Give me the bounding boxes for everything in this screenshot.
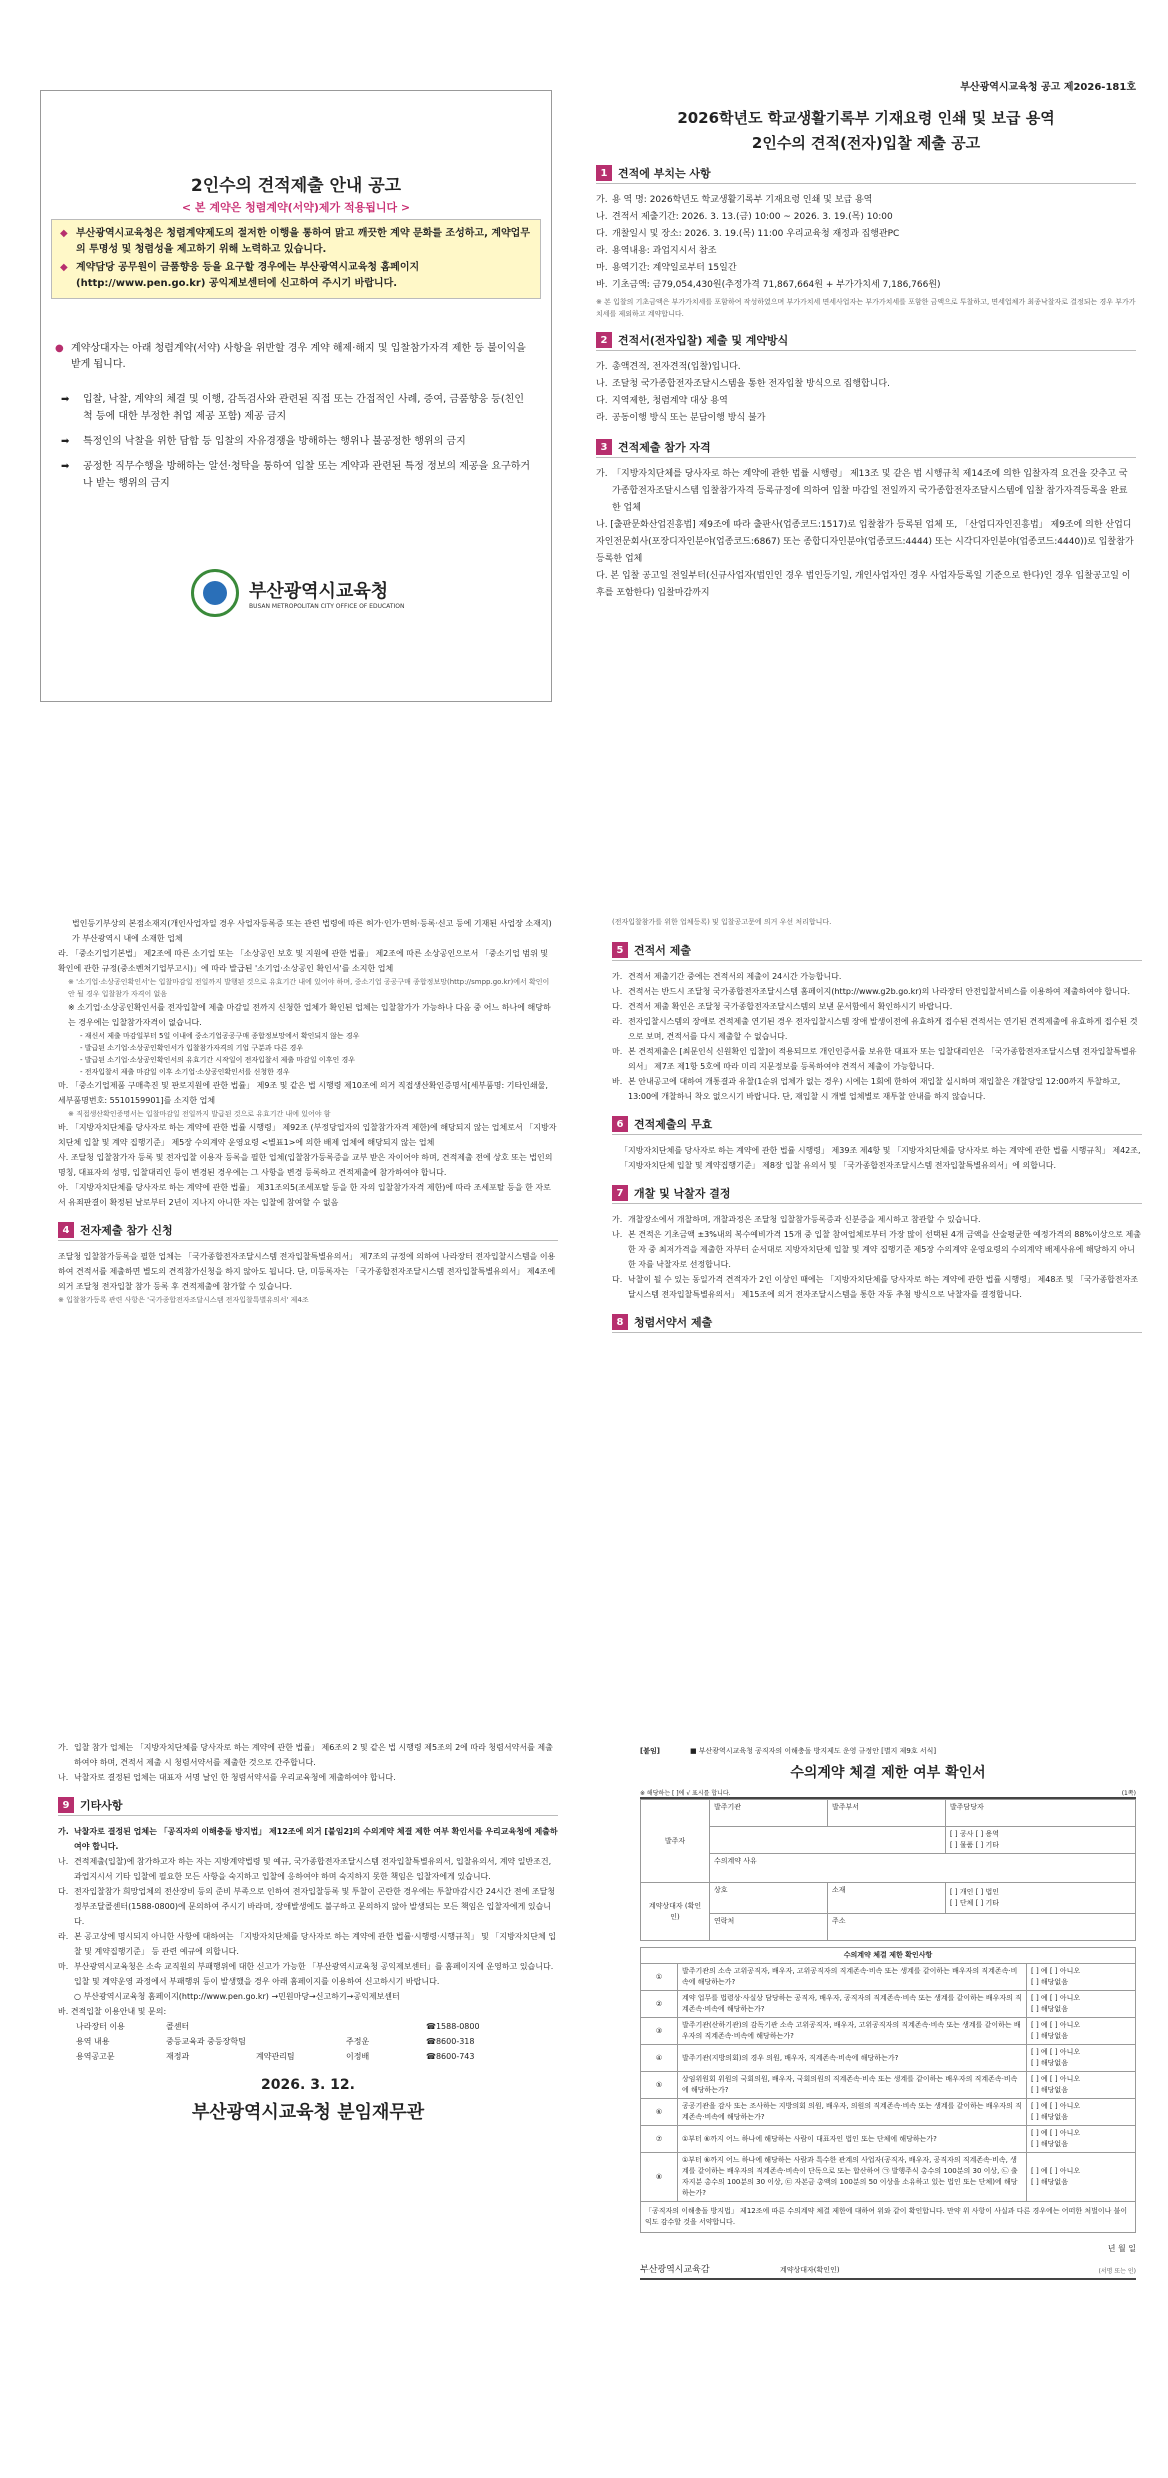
page-2 xyxy=(0,826,1168,1652)
orderer-label: 발주자 xyxy=(641,1800,710,1883)
item-key: 라. xyxy=(596,413,608,423)
confirmation-form xyxy=(640,1746,1136,2466)
section-7-list xyxy=(612,1212,1142,1302)
check-question: 계약 업무를 법령상·사실상 담당하는 공직자, 배우자, 공직자의 직계존속·비속 또는 생계를 같이하는 배우자의 직계존속·비속에 해당하는가? xyxy=(678,1991,1027,2018)
yes-no-checkbox: [ ] 예 [ ] 아니오 xyxy=(1031,2102,1081,2110)
item-text: 견적서 제출 확인은 조달청 국가종합전자조달시스템의 보낸 문서함에서 확인하시기 바랍니다. xyxy=(628,1002,953,1011)
check-number: ⑤ xyxy=(641,2072,678,2099)
na-checkbox: [ ] 해당없음 xyxy=(1031,1978,1068,1986)
notice-bullet-text: 부산광역시교육청은 청렴계약제도의 절저한 이행을 통하여 맑고 깨끗한 계약 문화를 조성하고, 계약업무의 투명성 및 청렴성을 제고하기 위해 노력하고 있습니다. xyxy=(76,228,530,255)
yes-no-checkbox: [ ] 예 [ ] 아니오 xyxy=(1031,2048,1081,2056)
item-key: 가. xyxy=(612,1215,623,1224)
emblem-icon xyxy=(191,569,239,617)
check-row xyxy=(641,1991,1136,2018)
item-key: 마. xyxy=(612,1047,623,1056)
section-number: 6 xyxy=(612,1116,628,1132)
item-key: 라. xyxy=(612,1017,623,1026)
notice-bullet xyxy=(60,260,532,292)
paragraph: 사. 조달청 입찰참가자 등록 및 전자입찰 이용자 등록을 필한 업체(입찰참가등록증을 교부 받은 자이어야 하며, 견적제출 전에 상호 또는 법인의 명칭, 대표자의 성명, 입찰대리인 등이 변경된 경우에는 그 사항을 변경 등록하고 견적제출에 참가하여야 합니다. xyxy=(58,1153,553,1177)
item-key: 가. xyxy=(596,469,608,479)
diamond-icon: ◆ xyxy=(60,228,68,239)
section-title: 기타사항 xyxy=(80,1798,123,1812)
item-key: 다. xyxy=(596,229,608,239)
yes-no-checkbox: [ ] 예 [ ] 아니오 xyxy=(1031,1967,1081,1975)
check-number: ① xyxy=(641,1964,678,1991)
item-key: 바. xyxy=(596,280,608,290)
section-header xyxy=(58,1220,558,1241)
item-text: 지역제한, 청렴계약 대상 용역 xyxy=(612,396,728,406)
contact-cell: 이정배 xyxy=(346,2052,370,2061)
list-item xyxy=(612,984,1142,999)
section-title: 개찰 및 낙찰자 결정 xyxy=(634,1186,731,1200)
item-text: 조달청 국가종합전자조달시스템을 통한 전자입찰 방식으로 집행합니다. xyxy=(612,379,890,389)
item-text: 낙찰자로 결정된 업체는 대표자 서명 날인 한 청렴서약서를 우리교육청에 제출하여야 합니다. xyxy=(74,1773,396,1782)
form-tag: [붙임] xyxy=(640,1747,660,1755)
check-number: ③ xyxy=(641,2018,678,2045)
item-key: 마. xyxy=(58,1962,69,1971)
contact-cell: 재정과 xyxy=(166,2052,190,2061)
check-answer[interactable] xyxy=(1027,2153,1136,2202)
paragraph: 마. 「중소기업제품 구매촉진 및 판로지원에 관한 법률」 제9조 및 같은 법 시행령 제10조에 의거 직접생산확인증명서[세부품명: 기타인쇄물, 세부품명번호: 5510159901]를 소지한 업체 xyxy=(58,1081,548,1105)
item-key: 다. xyxy=(596,396,608,406)
item-text: 기초금액: 금79,054,430원(추정가격 71,867,664원 + 부가가치세 7,186,766원) xyxy=(612,280,941,290)
yes-no-checkbox: [ ] 예 [ ] 아니오 xyxy=(1031,2021,1081,2029)
section-number: 2 xyxy=(596,332,612,348)
check-question: 발주기관(산하기관)의 감독기관 소속 고위공직자, 배우자, 고위공직자의 직계존속·비속 또는 생계를 같이하는 배우자의 직계존속·비속에 해당하는가? xyxy=(678,2018,1027,2045)
orderer-type-checkbox[interactable] xyxy=(945,1827,1135,1854)
contractor-name-field[interactable]: 상호 xyxy=(710,1883,828,1914)
checkbox-label: [ ] 공사 [ ] 용역 xyxy=(949,1830,1000,1838)
list-item: 나. [출판문화산업진흥법] 제9조에 따라 출판사(업종코드:1517)로 입찰참가 등록된 업체 또, 「산업디자인진흥법」 제9조에 의한 산업디자인전문회사(포장디자인분야(업종코드:6867) 또는 종합디자인분야(업종코드:4444) 또는 시각디자인분야(업종코드:4440))로 입찰참가 등록한 업체 xyxy=(596,520,1134,564)
notice-intro xyxy=(55,341,535,373)
paragraph-dash: - 발급된 소기업·소상공인확인서가 입찰참가자격의 기업 구분과 다른 경우 xyxy=(80,1044,304,1052)
item-key: 라. xyxy=(58,1932,69,1941)
page-1-right-column xyxy=(596,78,1136,818)
list-item: 다. 본 입찰 공고일 전일부터(신규사업자(법인인 경우 법인등기일, 개인사업자인 경우 사업자등록일 기준으로 한다)인 경우 입찰공고일 이후를 포함한다) 입찰마감까지 xyxy=(596,571,1131,598)
paragraph-note: (전자입찰참가를 위한 업체등록) 및 입찰공고문에 의거 우선 처리합니다. xyxy=(612,918,832,926)
section-number: 4 xyxy=(58,1222,74,1238)
item-text: 본 안내공고에 대하여 개통결과 유찰(1순위 업체가 없는 경우) 시에는 1회에 한하여 재입찰 실시하며 재입찰은 개찰당일 12:00까지 투찰하고, 13:00에 개찰하니 착오 없으시기 바랍니다. 단, 재입찰 시 개별 업체별로 재투찰 안내를 하지 않습니다. xyxy=(628,1077,1121,1101)
form-instruction: ※ 해당하는 [ ]에 √ 표시를 합니다. xyxy=(640,1790,731,1797)
list-item xyxy=(612,1212,1142,1227)
orderer-org-field[interactable]: 발주기관 xyxy=(710,1800,828,1827)
contractor-location-field[interactable]: 소재 xyxy=(827,1883,945,1914)
section-header xyxy=(596,437,1136,458)
check-row xyxy=(641,2099,1136,2126)
item-text: 낙찰자로 결정된 업체는 「공직자의 이해충돌 방지법」 제12조에 의거 [붙임2]의 수의계약 체결 제한 여부 확인서를 우리교육청에 제출하여야 합니다. xyxy=(74,1827,558,1851)
notice-date: 2026. 3. 12. xyxy=(261,2077,355,2093)
page-3-left-column xyxy=(58,1740,558,2470)
item-key: 나. xyxy=(596,212,608,222)
contact-list xyxy=(58,2019,558,2064)
item-key: 나. xyxy=(58,1773,69,1782)
contact-phone: ☎8600-743 xyxy=(426,2052,475,2061)
item-text: 견적제출(입찰)에 참가하고자 하는 자는 지방계약법령 및 예규, 국가종합전자조달시스템 전자입찰특별유의서, 입찰유의서, 계약 일반조건, 과업지시서 기타 입찰에 필요한 모든 사항을 숙지하고 입찰에 응하여야 하며 숙지하지 못한 책임은 입찰자에게 있습니다. xyxy=(74,1857,552,1881)
item-text: 전자입찰시스템의 장애로 견적제출 연기된 경우 전자입찰시스템 장애 발생이전에 유효하게 접수된 견적서는 연기된 견적제출에 유효하게 접수된 것으로 보며, 견적서를 다시 제출할 수 없습니다. xyxy=(628,1017,1138,1041)
check-answer[interactable] xyxy=(1027,1964,1136,1991)
form-title: 수의계약 체결 제한 여부 확인서 xyxy=(790,1765,986,1781)
list-item xyxy=(612,969,1142,984)
contact-cell: 콜센터 xyxy=(166,2022,190,2031)
checkbox-label: [ ] 개인 [ ] 법인 xyxy=(949,1888,1000,1896)
list-item xyxy=(596,359,1136,376)
notice-subtitle: < 본 계약은 청렴계약(서약)제가 적용됩니다 > xyxy=(181,201,411,214)
section-header xyxy=(596,163,1136,184)
arrow-icon: ➡ xyxy=(61,461,70,472)
section-title: 견적서 제출 xyxy=(634,943,691,957)
signature-contractor: 계약상대자(확인인) xyxy=(780,2266,840,2274)
section-number: 8 xyxy=(612,1314,628,1330)
item-key: 다. xyxy=(612,1002,623,1011)
issuing-office: 부산광역시교육청 분임재무관 xyxy=(191,2102,425,2123)
item-text: 용 역 명: 2026학년도 학교생활기록부 기재요령 인쇄 및 보급 용역 xyxy=(612,195,873,205)
section-note: ※ 본 입찰의 기초금액은 부가가치세를 포함하여 작성하였으며 부가가치세 면세사업자는 부가가치세를 포함한 금액으로 투찰하고, 면세업체가 최종낙찰자로 결정되는 경우 부가가치세를 제외하고 계약합니다. xyxy=(596,298,1136,318)
contact-heading: 바. 견적입찰 이용안내 및 문의: xyxy=(58,2007,167,2016)
section-number: 9 xyxy=(58,1797,74,1813)
section-2-list xyxy=(596,359,1136,427)
contact-cell: 용역 내용 xyxy=(76,2037,110,2046)
item-text: 견적서 제출기간: 2026. 3. 13.(금) 10:00 ~ 2026. 3. 19.(목) 10:00 xyxy=(612,212,893,222)
item-key: 라. xyxy=(596,246,608,256)
list-item xyxy=(612,1272,1142,1302)
yes-no-checkbox: [ ] 예 [ ] 아니오 xyxy=(1031,2075,1081,2083)
page-1 xyxy=(0,0,1168,826)
section-header xyxy=(612,1312,1142,1333)
logo-text-kr: 부산광역시교육청 xyxy=(249,580,389,602)
section-header xyxy=(612,1183,1142,1204)
paragraph-note: ※ '소기업·소상공인확인서'는 입찰마감일 전일까지 발행된 것으로 유효기간 내에 있어야 하며, 중소기업 공공구매 종합정보망(http://smpp.go.kr)에서 확인이 안 될 경우 입찰참가 자격이 없음 xyxy=(68,978,550,998)
notice-bullet xyxy=(60,226,532,258)
item-text: 부산광역시교육청은 소속 교직원의 부패행위에 대한 신고가 가능한 「부산광역시교육청 공익제보센터」를 홈페이지에 운영하고 있습니다. 입찰 및 계약운영 과정에서 부패행위 등이 발생했을 경우 아래 홈페이지를 이용하여 신고하시기 바랍니다. xyxy=(74,1962,554,1986)
section-title: 견적서(전자입찰) 제출 및 계약방식 xyxy=(618,334,789,347)
check-answer[interactable] xyxy=(1027,2018,1136,2045)
list-item xyxy=(612,1044,1142,1074)
arrow-icon: ➡ xyxy=(61,436,70,447)
section-3-list xyxy=(596,466,1136,602)
yes-no-checkbox: [ ] 예 [ ] 아니오 xyxy=(1031,2167,1081,2175)
check-row xyxy=(641,2045,1136,2072)
orderer-dept-field[interactable]: 발주부서 xyxy=(827,1800,945,1827)
check-question: 발주기관(지방의회)의 경우 의원, 배우자, 직계존속·비속에 해당하는가? xyxy=(678,2045,1027,2072)
contractor-phone-field[interactable]: 연락처 xyxy=(710,1914,828,1941)
signature-field[interactable]: (서명 또는 인) xyxy=(1098,2268,1136,2275)
contractor-type-checkbox[interactable] xyxy=(945,1883,1135,1914)
section-number: 3 xyxy=(596,439,612,455)
item-text: 용역내용: 과업지시서 참조 xyxy=(612,246,717,256)
na-checkbox: [ ] 해당없음 xyxy=(1031,2032,1068,2040)
section-title: 전자제출 참가 신청 xyxy=(80,1223,173,1237)
pledge-list xyxy=(61,391,531,492)
list-item xyxy=(596,226,1136,243)
na-checkbox: [ ] 해당없음 xyxy=(1031,2113,1068,2121)
check-number: ⑦ xyxy=(641,2126,678,2153)
list-item xyxy=(612,1227,1142,1272)
item-text: 용역기간: 계약일로부터 15일간 xyxy=(612,263,737,273)
check-row xyxy=(641,2018,1136,2045)
section-text: 「지방자치단체를 당사자로 하는 계약에 관한 법률 시행령」 제39조 제4항 및 「지방자치단체를 당사자로 하는 계약에 관한 법률 시행규칙」 제42조, 「지방자치단체 입찰 및 계약집행기준」 제8장 입찰 유의서 및 「국가종합전자조달시스템 전자입찰특별유의서」에 의합니다. xyxy=(620,1146,1141,1170)
contact-cell: 나라장터 이용 xyxy=(76,2022,125,2031)
list-item xyxy=(58,1740,558,1770)
check-question: ①부터 ⑥까지 어느 하나에 해당하는 사람이 대표자인 법인 또는 단체에 해당하는가? xyxy=(678,2126,1027,2153)
contract-reason-field[interactable]: 수의계약 사유 xyxy=(710,1854,1136,1883)
pledge-text: 공정한 직무수행을 방해하는 알선·청탁을 통하여 입찰 또는 계약과 관련된 특정 정보의 제공을 요구하거나 받는 행위의 금지 xyxy=(83,461,531,489)
item-key: 가. xyxy=(58,1743,69,1752)
section-header xyxy=(58,1795,558,1816)
paragraph: 아. 「지방자치단체를 당사자로 하는 계약에 관한 법률」 제31조의5(조세포탈 등을 한 자의 입찰참가자격 제한)에 따라 조세포탈 등을 한 자로서 유죄판결이 확정된 날로부터 2년이 지나지 아니한 자는 입찰에 참여할 수 없음 xyxy=(58,1183,551,1207)
list-item xyxy=(596,410,1136,427)
item-text: 전자입찰참가 희망업체의 전산장비 등의 준비 부족으로 인하여 전자입찰등록 및 투찰이 곤란한 경우에는 투찰마감시간 24시간 전에 조달청 정부조달콜센터(1588-0800)에 문의하여 주시기 바라며, 장애발생에도 불구하고 문의하지 않아 발생되는 모든 책임은 입찰자에게 있습니다. xyxy=(74,1887,556,1926)
check-question: ①부터 ⑥까지 어느 하나에 해당하는 사람과 특수한 관계의 사업자(공직자, 배우자, 공직자의 직계존속·비속, 생계를 같이하는 배우자의 직계존속·비속이 단독으로 또는 합산하여 ㉠ 발행주식 총수의 100분의 30 이상, ㉡ 출자지분 총수의 100분의 30 이상, ㉢ 자본금 총액의 100분의 50 이상을 소유하고 있는 법인 또는 단체)에 해당하는가? xyxy=(678,2153,1027,2202)
item-text: 본 견적제출은 [최문인식 신원확인 입찰]이 적용되므로 개인인증서를 보유한 대표자 또는 입찰대리인은 「국가종합전자조달시스템 전자입찰특별유의서」 제7조 제1항 5호에 따라 미리 지문정보를 등록하여야 견적서 제출이 가능합니다. xyxy=(628,1047,1137,1071)
contact-phone: ☎1588-0800 xyxy=(426,2022,480,2031)
list-item xyxy=(58,1854,558,1884)
form-head: ■ 부산광역시교육청 공직자의 이해충돌 방지제도 운영 규정안 [별지 제9호 서식] xyxy=(689,1747,937,1755)
item-text: 견적서는 반드시 조달청 국가종합전자조달시스템 홈페이지(http://www.g2b.go.kr)의 나라장터 안전입찰서비스를 이용하여 제출하여야 합니다. xyxy=(628,987,1131,996)
check-answer[interactable] xyxy=(1027,2072,1136,2099)
list-item xyxy=(596,192,1136,209)
checkbox-label: [ ] 단체 [ ] 기타 xyxy=(949,1899,1000,1907)
item-text: 낙찰이 될 수 있는 동일가격 견적자가 2인 이상인 때에는 「지방자치단체를 당사자로 하는 계약에 관한 법률 시행령」 제48조 및 「국가종합전자조달시스템 전자입찰특별유의서」 제15조에 의거 전자조달시스템을 통한 자동 추첨 방식으로 낙찰자를 결정합니다. xyxy=(628,1275,1139,1299)
item-key: 바. xyxy=(612,1077,623,1086)
check-answer[interactable] xyxy=(1027,2045,1136,2072)
notice-number: 부산광역시교육청 공고 제2026-181호 xyxy=(960,82,1136,93)
paragraph: 바. 「지방자치단체를 당사자로 하는 계약에 관한 법률 시행령」 제92조 (부정당업자의 입찰참가자격 제한)에 해당되지 않는 업체로서 「지방자치단체 입찰 및 계약 집행기준」 제5장 수의계약 운영요령 <별표1>에 의한 배제 업체에 해당되지 않는 업체 xyxy=(58,1123,557,1147)
checks-title: 수의계약 체결 제한 확인사항 xyxy=(641,1948,1136,1964)
check-number: ④ xyxy=(641,2045,678,2072)
arrow-icon: ➡ xyxy=(61,394,70,405)
item-key: 가. xyxy=(612,972,623,981)
na-checkbox: [ ] 해당없음 xyxy=(1031,2178,1068,2186)
page-3 xyxy=(0,1652,1168,2478)
list-item xyxy=(612,1014,1142,1044)
list-item xyxy=(596,209,1136,226)
office-logo xyxy=(191,569,404,617)
check-question: 발주기관의 소속 고위공직자, 배우자, 고위공직자의 직계존속·비속 또는 생계를 같이하는 배우자의 직계존속·비속에 해당하는가? xyxy=(678,1964,1027,1991)
report-link[interactable]: ○ 부산광역시교육청 홈페이지(http://www.pen.go.kr) →민원마당→신고하기→공익제보센터 xyxy=(74,1992,400,2001)
pledge-item xyxy=(61,458,531,492)
list-item xyxy=(58,1884,558,1929)
paragraph: 라. 「중소기업기본법」 제2조에 따른 소기업 또는 「소상공인 보호 및 지원에 관한 법률」 제2조에 따른 소상공인으로서 「중소기업 범위 및 확인에 관한 규정(중소벤처기업부고시)」에 따라 발급된 '소기업·소상공인 확인서'를 소지한 업체 xyxy=(58,949,549,973)
paragraph-dash: - 발급된 소기업·소상공인확인서의 유효기간 시작일이 전자입찰서 제출 마감일 이후인 경우 xyxy=(80,1056,355,1064)
item-text: 개찰장소에서 개찰하며, 개찰과정은 조달청 입찰참가등록증과 신분증을 제시하고 참관할 수 있습니다. xyxy=(628,1215,981,1224)
section-1-list xyxy=(596,192,1136,320)
paragraph-dash: - 재신서 제출 마감일부터 5일 이내에 중소기업공공구매 종합정보망에서 확인되지 않는 경우 xyxy=(80,1032,360,1040)
page-2-right-column xyxy=(612,916,1142,1636)
list-item xyxy=(58,1959,558,1989)
contact-cell xyxy=(346,2019,426,2034)
section-header xyxy=(596,330,1136,351)
section-number: 5 xyxy=(612,942,628,958)
list-item xyxy=(596,243,1136,260)
check-answer[interactable] xyxy=(1027,1991,1136,2018)
list-item xyxy=(58,1824,558,1854)
contact-cell: 계약관리팀 xyxy=(256,2052,295,2061)
page-title: 2026학년도 학교생활기록부 기재요령 인쇄 및 보급 용역 xyxy=(677,109,1055,127)
item-key: 가. xyxy=(596,195,608,205)
page-subtitle: 2인수의 견적(전자)입찰 제출 공고 xyxy=(751,134,981,152)
orderer-manager-field[interactable]: 발주담당자 xyxy=(945,1800,1135,1827)
check-row xyxy=(641,2126,1136,2153)
form-signature-line xyxy=(640,2262,1136,2280)
check-row xyxy=(641,1964,1136,1991)
form-date-line[interactable]: 년 월 일 xyxy=(1107,2244,1136,2253)
list-item xyxy=(596,376,1136,393)
notice-title: 2인수의 견적제출 안내 공고 xyxy=(190,176,402,196)
pledge-text: 특정인의 낙찰을 위한 담합 등 입찰의 자유경쟁을 방해하는 행위나 불공정한 행위의 금지 xyxy=(83,436,466,447)
pledge-item xyxy=(61,433,531,450)
contact-phone: ☎8600-318 xyxy=(426,2037,475,2046)
contractor-label: 계약상대자 (확인인) xyxy=(641,1883,710,1941)
item-text: 입찰 참가 업체는 「지방자치단체를 당사자로 하는 계약에 관한 법률」 제6조의 2 및 같은 법 시행령 제5조의 2에 따라 청렴서약서를 제출하여야 하며, 견적서 제출 시 청렴서약서를 제출한 것으로 간주합니다. xyxy=(74,1743,553,1767)
section-title: 견적제출의 무효 xyxy=(634,1117,713,1131)
list-item xyxy=(596,277,1136,294)
item-key: 나. xyxy=(58,1857,69,1866)
section-header xyxy=(612,1114,1142,1135)
section-title: 견적제출 참가 자격 xyxy=(618,441,711,454)
item-text: 공동이행 방식 또는 분담이행 방식 불가 xyxy=(612,413,766,423)
paragraph-dash: - 전자입찰서 제출 마감일 이후 소기업·소상공인확인서를 신청한 경우 xyxy=(80,1068,290,1076)
item-key: 마. xyxy=(596,263,608,273)
na-checkbox: [ ] 해당없음 xyxy=(1031,2140,1068,2148)
na-checkbox: [ ] 해당없음 xyxy=(1031,2086,1068,2094)
item-key: 나. xyxy=(612,987,623,996)
paragraph-note: ※ 소기업·소상공인확인서를 전자입찰에 제출 마감일 전까지 신청한 업체가 확인된 업체는 입찰참가가 가능하나 다음 중 어느 하나에 해당하는 경우에는 입찰참가자격이 없습니다. xyxy=(68,1003,551,1027)
item-key: 다. xyxy=(58,1887,69,1896)
pledge-text: 입찰, 낙찰, 계약의 체결 및 이행, 감독검사와 관련된 직접 또는 간접적인 사례, 증여, 금품향응 등(친인척 등에 대한 부정한 취업 제공 포함) 제공 금지 xyxy=(83,394,525,422)
notice-intro-text: 계약상대자는 아래 청렴계약(서약) 사항을 위반할 경우 계약 해제·해지 및 입찰참가자격 제한 등 불이익을 받게 됩니다. xyxy=(71,343,526,370)
form-pledge-text: 「공직자의 이해충돌 방지법」 제12조에 따른 수의계약 체결 제한에 대하여 위와 같이 확인합니다. 만약 위 사항이 사실과 다른 경우에는 어떠한 처벌이나 불이익도 감수할 것을 서약합니다. xyxy=(640,2202,1136,2233)
check-row xyxy=(641,2153,1136,2202)
check-question: 상임위원회 위원의 국회의원, 배우자, 국회의원의 직계존속·비속 또는 생계를 같이하는 배우자의 직계존속·비속에 해당하는가? xyxy=(678,2072,1027,2099)
list-item xyxy=(58,1929,558,1959)
section-note: ※ 입찰참가등록 관련 사항은 '국가종합전자조달시스템 전자입찰특별유의서' 제4조 xyxy=(58,1296,309,1304)
logo-text-en: BUSAN METROPOLITAN CITY OFFICE OF EDUCATION xyxy=(249,602,405,610)
list-item xyxy=(612,999,1142,1014)
contact-row xyxy=(76,2049,558,2064)
section-title: 청렴서약서 제출 xyxy=(634,1315,713,1329)
na-checkbox: [ ] 해당없음 xyxy=(1031,2059,1068,2067)
notice-box xyxy=(40,90,552,702)
item-text: 총액견적, 전자견적(입찰)입니다. xyxy=(612,362,741,372)
check-answer[interactable] xyxy=(1027,2099,1136,2126)
diamond-icon: ◆ xyxy=(60,262,68,273)
page-2-left-column xyxy=(58,916,558,1636)
item-text: 견적서 제출기간 중에는 견적서의 제출이 24시간 가능합니다. xyxy=(628,972,842,981)
section-header xyxy=(612,940,1142,961)
signature-org: 부산광역시교육감 xyxy=(640,2265,710,2275)
pledge-item xyxy=(61,391,531,425)
paragraph: 법인등기부상의 본점소재지(개인사업자일 경우 사업자등록증 또는 관련 법령에 따른 허가·인가·면허·등록·신고 등에 기재된 사업장 소재지)가 부산광역시 내에 소재한 업체 xyxy=(72,919,552,943)
check-question: 공공기관을 감사 또는 조사하는 지방의회 의원, 배우자, 의원의 직계존속·비속 또는 생계를 같이하는 배우자의 직계존속·비속에 해당하는가? xyxy=(678,2099,1027,2126)
item-key: 다. xyxy=(612,1275,623,1284)
check-number: ⑧ xyxy=(641,2153,678,2202)
check-row xyxy=(641,2072,1136,2099)
contact-cell: 용역공고문 xyxy=(76,2052,115,2061)
contact-row xyxy=(76,2034,558,2049)
notice-bullet-text: 계약담당 공무원이 금품향응 등을 요구할 경우에는 부산광역시교육청 홈페이지(http://www.pen.go.kr) 공익제보센터에 신고하여 주시기 바랍니다. xyxy=(76,262,420,289)
list-item xyxy=(612,1074,1142,1104)
section-5-list xyxy=(612,969,1142,1104)
circle-bullet-icon: ● xyxy=(55,343,64,354)
checkbox-label: [ ] 물품 [ ] 기타 xyxy=(949,1841,1000,1849)
form-page-label: (1쪽) xyxy=(1121,1790,1136,1797)
check-number: ② xyxy=(641,1991,678,2018)
form-topline xyxy=(640,1788,1136,1799)
section-title: 견적에 부치는 사항 xyxy=(618,167,711,180)
item-key: 나. xyxy=(612,1230,623,1239)
section-text: 조달청 입찰참가등록을 필한 업체는 「국가종합전자조달시스템 전자입찰특별유의서」 제7조의 규정에 의하여 나라장터 전자입찰시스템을 이용하여 견적서를 제출하면 별도의 견적참가신청을 하지 않아도 됩니다. 단, 미등록자는 「국가종합전자조달시스템 전자입찰특별유의서」 제4조에 의거 조달청 전자입찰 참가 등록 후 견적제출에 참가할 수 있습니다. xyxy=(58,1252,556,1291)
section-number: 1 xyxy=(596,165,612,181)
item-text: 개찰일시 및 장소: 2026. 3. 19.(목) 11:00 우리교육청 재정과 집행관PC xyxy=(612,229,900,239)
item-key: 나. xyxy=(596,379,608,389)
check-answer[interactable] xyxy=(1027,2126,1136,2153)
item-text: 본 공고상에 명시되지 아니한 사항에 대하여는 「지방자치단체를 당사자로 하는 계약에 관한 법률·시행령·시행규칙」 및 「지방자치단체 입찰 및 계약집행기준」 등 관련 예규에 의합니다. xyxy=(74,1932,556,1956)
check-number: ⑥ xyxy=(641,2099,678,2126)
yes-no-checkbox: [ ] 예 [ ] 아니오 xyxy=(1031,2129,1081,2137)
form-table-checks xyxy=(640,1947,1136,2202)
item-text: 「지방자치단체를 당사자로 하는 계약에 관한 법률 시행령」 제13조 및 같은 법 시행규칙 제14조에 의한 입찰자격 요건을 갖추고 국가종합전자조달시스템 입찰참가자격 등록규정에 의하여 입찰 마감일 전일까지 국가종합전자조달시스템에 입찰 참가자격등록을 완료한 업체 xyxy=(612,469,1128,513)
list-item xyxy=(596,466,1136,517)
yes-no-checkbox: [ ] 예 [ ] 아니오 xyxy=(1031,1994,1081,2002)
contact-cell: 주정운 xyxy=(346,2037,370,2046)
contact-row xyxy=(76,2019,558,2034)
list-item xyxy=(596,393,1136,410)
section-number: 7 xyxy=(612,1185,628,1201)
item-key: 가. xyxy=(58,1827,69,1836)
form-header xyxy=(640,1746,1136,1756)
notice-highlight-box xyxy=(51,219,541,299)
na-checkbox: [ ] 해당없음 xyxy=(1031,2005,1068,2013)
item-text: 본 견적은 기초금액 ±3%내의 복수예비가격 15개 중 입찰 참여업체로부터 가장 많이 선택된 4개 금액을 산술평균한 예정가격의 88%이상으로 제출한 자 중 최저가격을 제출한 자부터 순서대로 지방자치단체 입찰 및 계약 집행기준 제5장 수의계약 운영요령의 수의계약 배제사유에 해당하지 아니한 자를 낙찰자로 선정합니다. xyxy=(628,1230,1141,1269)
paragraph-note: ※ 직접생산확인증명서는 입찰마감일 전일까지 발급된 것으로 유효기간 내에 있어야 함 xyxy=(68,1110,331,1118)
contact-cell: 중등교육과 중등장학팀 xyxy=(166,2037,246,2046)
list-item xyxy=(596,260,1136,277)
item-key: 가. xyxy=(596,362,608,372)
list-item xyxy=(58,1770,558,1785)
form-table-parties xyxy=(640,1799,1136,1941)
contractor-address-field[interactable]: 주소 xyxy=(827,1914,1135,1941)
